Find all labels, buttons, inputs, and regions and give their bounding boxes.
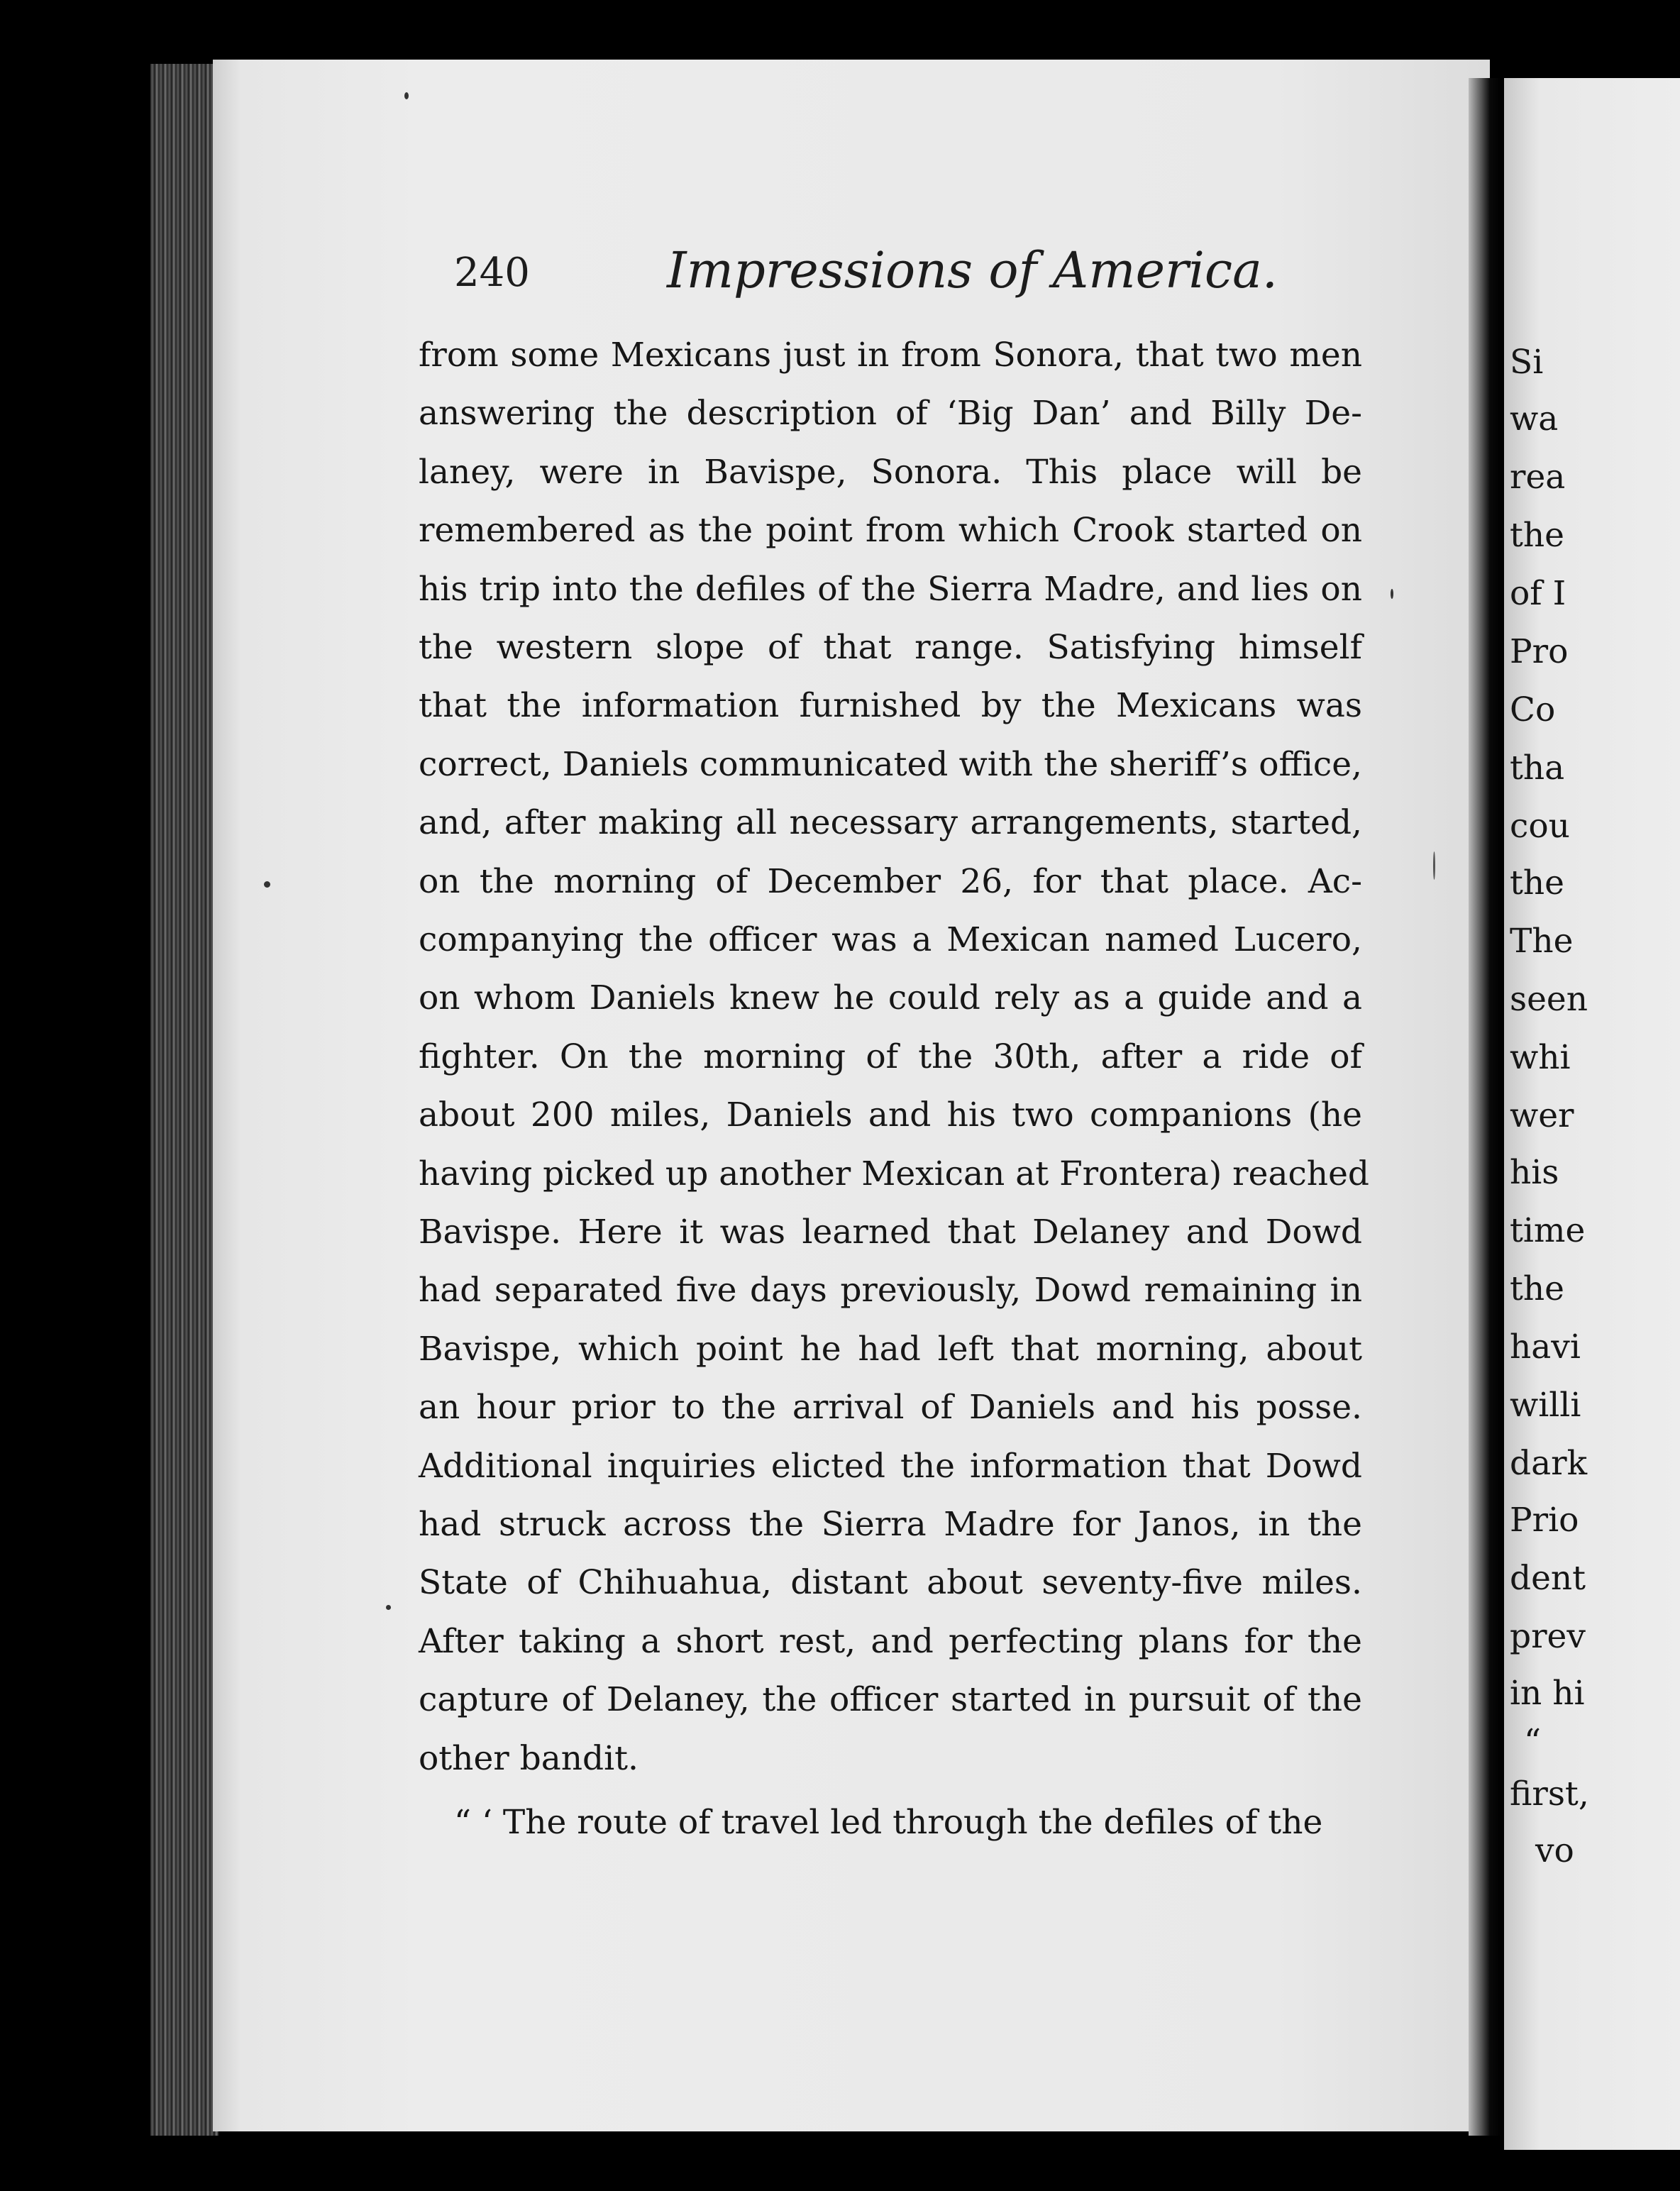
right-page-line-fragment: Prio	[1510, 1501, 1579, 1540]
text-line: the western slope of that range. Satisfying himself	[419, 628, 1362, 667]
right-page-line-fragment: seen	[1510, 980, 1588, 1019]
right-page-line-fragment: Pro	[1510, 632, 1569, 671]
text-line: Bavispe, which point he had left that morning, about	[419, 1329, 1362, 1369]
dust-speck	[264, 881, 270, 888]
text-line: his trip into the defiles of the Sierra Madre, and lies on	[419, 569, 1362, 609]
running-head-title: Impressions of America.	[667, 241, 1278, 299]
text-line: that the information furnished by the Mexicans was	[419, 686, 1362, 726]
text-line: about 200 miles, Daniels and his two companions (he	[419, 1096, 1362, 1135]
right-page-line-fragment: time	[1510, 1211, 1586, 1250]
right-page-line-fragment: first,	[1510, 1775, 1589, 1814]
right-page-line-fragment: dark	[1510, 1444, 1588, 1483]
right-page-line-fragment: vo	[1535, 1831, 1574, 1870]
text-line: and, after making all necessary arrangements, started,	[419, 803, 1362, 843]
right-page-line-fragment: in hi	[1510, 1674, 1585, 1713]
right-page-line-fragment: the	[1510, 516, 1564, 555]
text-line: companying the officer was a Mexican named Lucero,	[419, 920, 1362, 959]
page-edges	[150, 64, 219, 2136]
text-line: on the morning of December 26, for that place. Ac-	[419, 861, 1362, 901]
text-line: After taking a short rest, and perfecting plans for the	[419, 1621, 1362, 1661]
text-line: State of Chihuahua, distant about seventy-five miles.	[419, 1563, 1362, 1603]
dust-speck	[386, 1605, 391, 1610]
page-number: 240	[454, 250, 530, 296]
dust-speck	[404, 92, 409, 99]
text-line: correct, Daniels communicated with the sheriff’s office,	[419, 744, 1362, 784]
text-line: on whom Daniels knew he could rely as a guide and a	[419, 978, 1362, 1018]
paragraph-start-line: “ ‘ The route of travel led through the defiles of the	[454, 1803, 1323, 1842]
right-page-line-fragment: “	[1524, 1722, 1542, 1761]
right-page-line-fragment: of I	[1510, 574, 1566, 613]
text-line: Additional inquiries elicted the information that Dowd	[419, 1446, 1362, 1486]
right-page-line-fragment: The	[1510, 922, 1574, 961]
right-page-line-fragment: Co	[1510, 690, 1556, 729]
text-line: laney, were in Bavispe, Sonora. This place will be	[419, 452, 1362, 492]
book-gutter	[1469, 78, 1501, 2136]
right-page-line-fragment: wer	[1510, 1096, 1574, 1135]
right-page-line-fragment: Si	[1510, 343, 1544, 382]
dust-speck	[1391, 589, 1393, 599]
right-page-line-fragment: rea	[1510, 458, 1566, 497]
text-line: had separated five days previously, Dowd remaining in	[419, 1271, 1362, 1310]
right-page-line-fragment: his	[1510, 1153, 1559, 1192]
right-page-line-fragment: prev	[1510, 1617, 1586, 1656]
right-page-line-fragment: the	[1510, 1269, 1564, 1308]
dust-speck	[1433, 851, 1435, 880]
text-line: capture of Delaney, the officer started in pursuit of the	[419, 1680, 1362, 1720]
right-page-line-fragment: tha	[1510, 749, 1565, 788]
text-line: answering the description of ‘Big Dan’ and Billy De-	[419, 394, 1362, 434]
text-line: fighter. On the morning of the 30th, after a ride of	[419, 1037, 1362, 1076]
text-line: from some Mexicans just in from Sonora, that two men	[419, 336, 1362, 375]
text-line: an hour prior to the arrival of Daniels and his posse.	[419, 1388, 1362, 1428]
text-line: Bavispe. Here it was learned that Delaney and Dowd	[419, 1213, 1362, 1252]
right-page-line-fragment: havi	[1510, 1328, 1581, 1367]
right-page-line-fragment: whi	[1510, 1038, 1571, 1077]
right-page-line-fragment: wa	[1510, 399, 1559, 438]
right-page-line-fragment: dent	[1510, 1559, 1586, 1598]
text-line: had struck across the Sierra Madre for Janos, in the	[419, 1505, 1362, 1544]
right-page-line-fragment: the	[1510, 863, 1564, 903]
text-line: remembered as the point from which Crook started on	[419, 511, 1362, 551]
right-page-line-fragment: cou	[1510, 807, 1570, 846]
right-page-line-fragment: willi	[1510, 1386, 1581, 1425]
text-line: other bandit.	[419, 1738, 639, 1778]
text-line: having picked up another Mexican at Frontera) reached	[419, 1154, 1369, 1193]
